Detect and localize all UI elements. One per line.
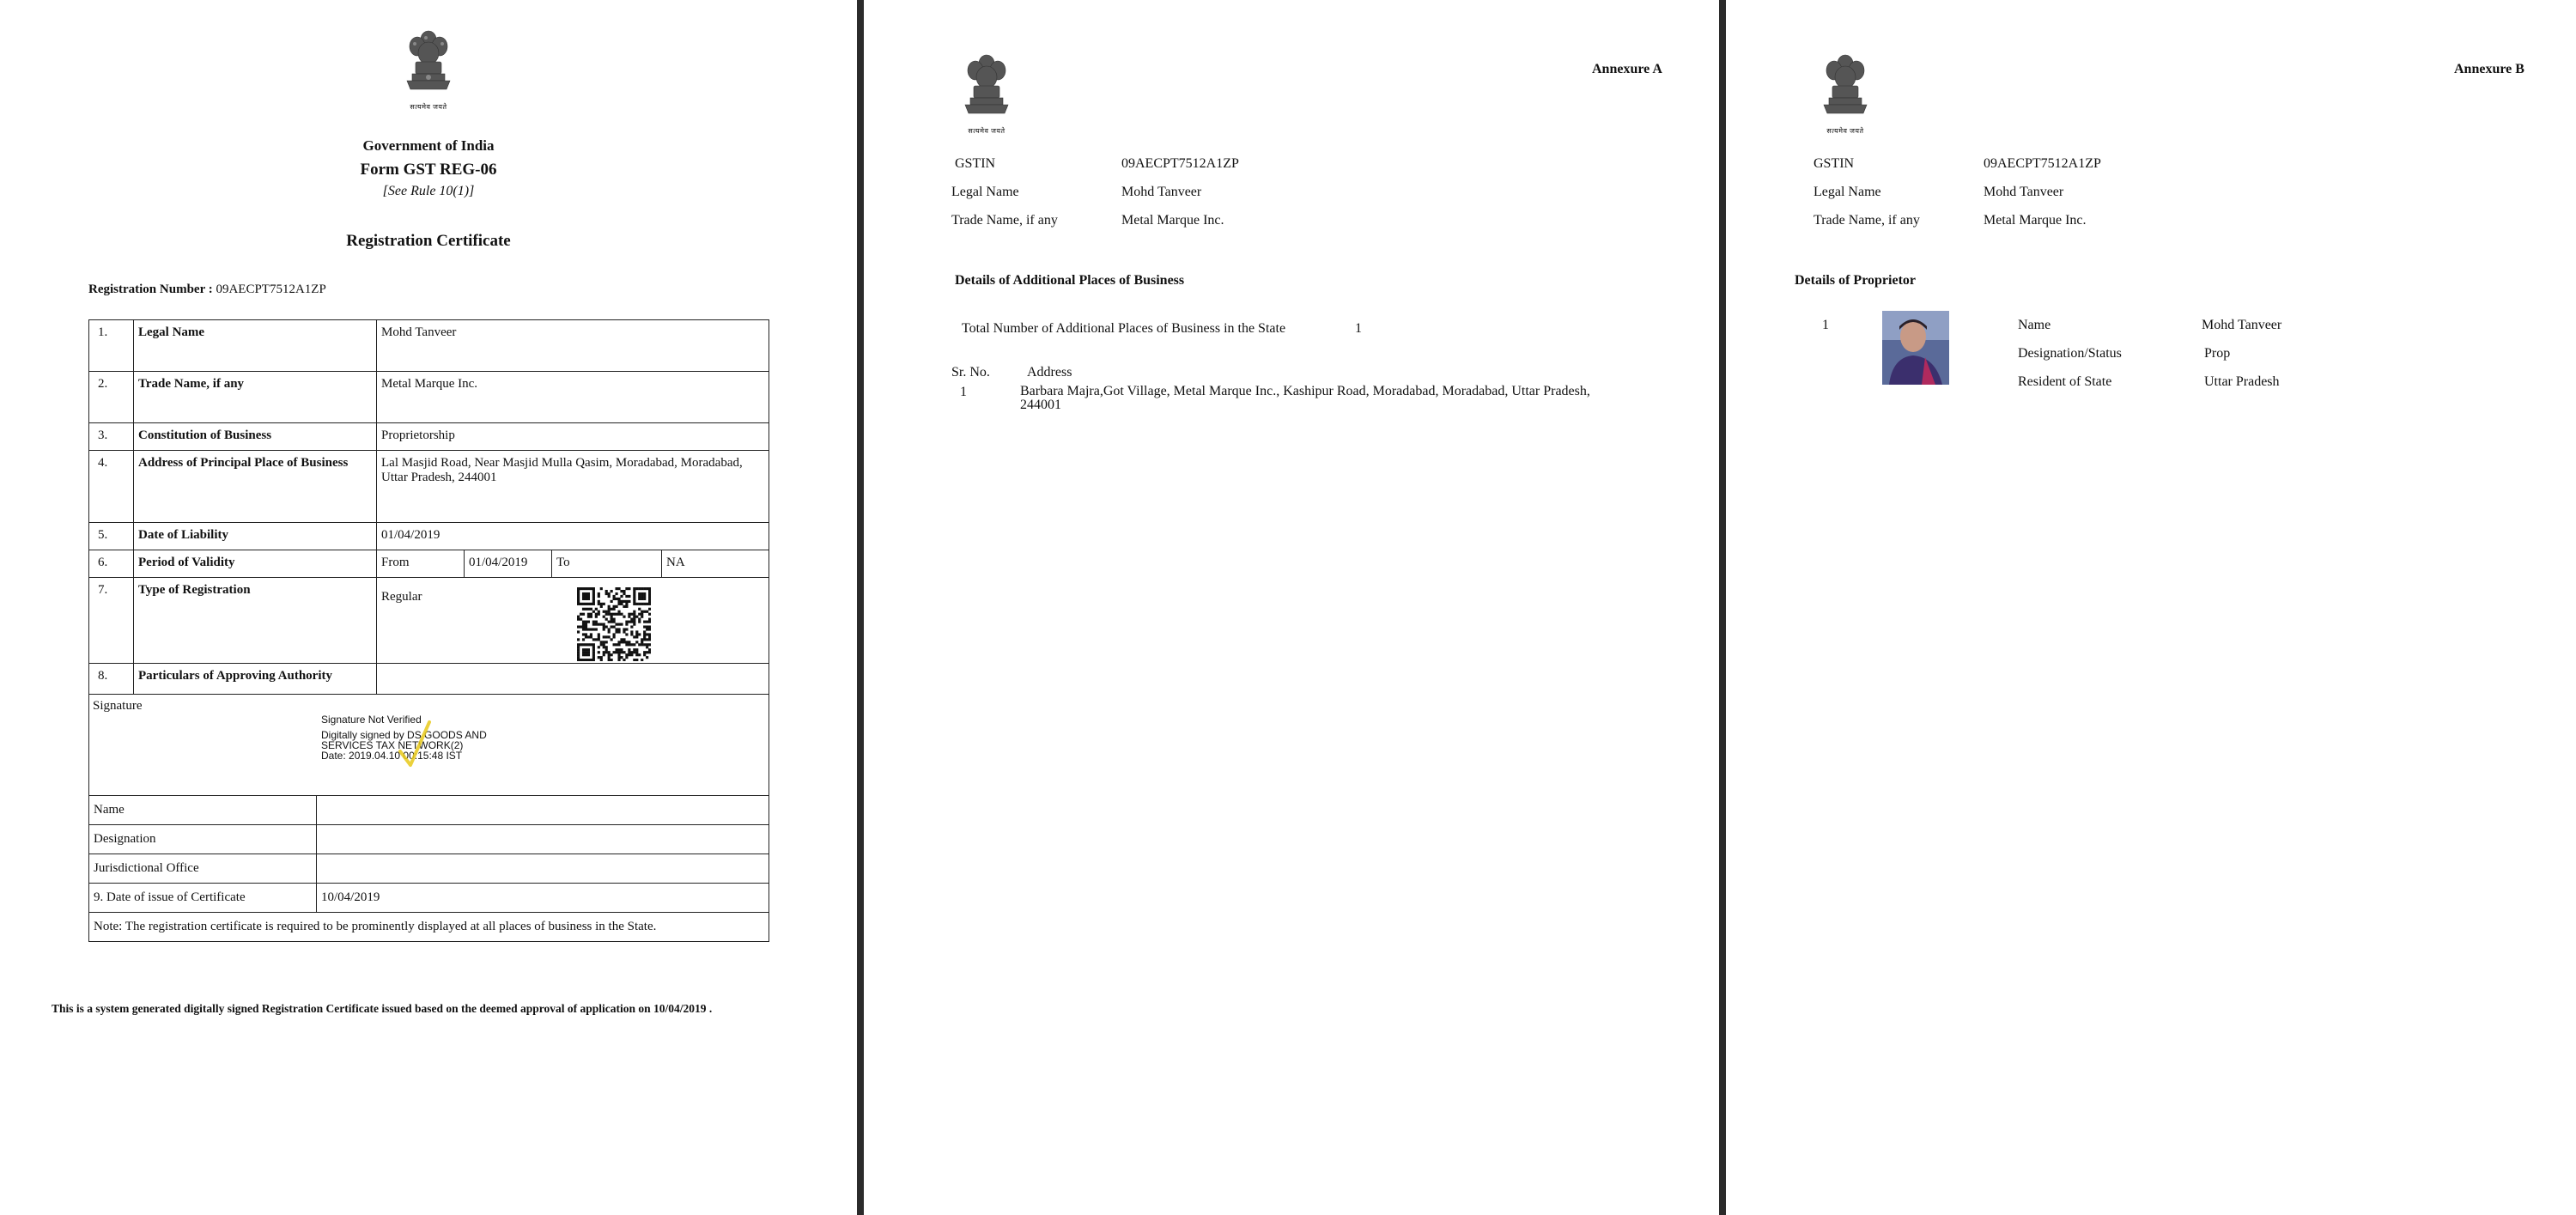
place-sr-no: 1 [960,385,967,399]
validity-to-label: To [552,550,662,578]
validity-to-value: NA [662,550,769,578]
validity-label: Period of Validity [134,550,377,578]
table-row [89,825,769,854]
page-annexure-b [1726,0,2576,1215]
section-title: Details of Proprietor [1795,273,1916,288]
address-line: 244001 [1020,398,1061,412]
place-address [1020,385,1590,412]
resident-value: Uttar Pradesh [2204,374,2280,389]
trade-name-label: Trade Name, if any [134,372,377,423]
row-number: 8. [89,664,134,695]
table-row [89,523,769,550]
constitution-value: Proprietorship [377,423,769,451]
gstin-value: 09AECPT7512A1ZP [1121,156,1239,171]
legal-name-label: Legal Name [1814,185,1881,199]
total-places-label: Total Number of Additional Places of Business in the State [962,321,1286,336]
address-header: Address [1027,365,1072,380]
government-heading: Government of India [362,137,495,154]
signature-status: Signature Not Verified [321,714,422,726]
registration-number-value: 09AECPT7512A1ZP [216,282,326,296]
page-registration-certificate [0,0,857,1215]
address-value: Lal Masjid Road, Near Masjid Mulla Qasim, Moradabad, Moradabad, Uttar Pradesh, 244001 [377,451,769,523]
registration-number-label: Registration Number : [88,282,213,296]
sr-no-header: Sr. No. [951,365,990,380]
table-row [89,913,769,942]
proprietor-name-label: Name [2018,318,2051,332]
table-row [89,550,769,578]
display-note: Note: The registration certificate is required to be prominently displayed at all places of business in the State. [89,913,769,942]
table-row [89,578,769,664]
qr-code-icon [577,587,651,665]
proprietor-name-value: Mohd Tanveer [2202,318,2282,332]
registration-number [88,282,326,297]
legal-name-label: Legal Name [951,185,1019,199]
legal-name-value: Mohd Tanveer [1121,185,1202,199]
jurisdiction-label: Jurisdictional Office [89,854,317,884]
approving-authority-value [377,664,769,695]
signature-label: Signature [93,699,143,713]
table-row [89,320,769,372]
designation-label: Designation/Status [2018,346,2122,361]
liability-date-value: 01/04/2019 [377,523,769,550]
signature-line: SERVICES TAX NETWORK(2) [321,739,464,751]
authority-details-table [88,795,769,942]
validity-from-label: From [377,550,465,578]
signature-box [88,694,769,796]
certificate-title: Registration Certificate [346,232,511,250]
row-number: 1. [89,320,134,372]
annexure-label: Annexure A [1592,62,1662,76]
row-number: 5. [89,523,134,550]
registration-type-value: Regular [377,578,769,664]
address-label: Address of Principal Place of Business [134,451,377,523]
rule-reference: [See Rule 10(1)] [382,184,475,198]
proprietor-photo [1882,311,1949,385]
jurisdiction-value [317,854,769,884]
name-value [317,796,769,825]
table-row [89,664,769,695]
total-places-value: 1 [1355,321,1362,336]
row-number: 3. [89,423,134,451]
qr-code-graphic [577,587,651,661]
liability-date-label: Date of Liability [134,523,377,550]
issue-date-label: 9. Date of issue of Certificate [89,884,317,913]
trade-name-value: Metal Marque Inc. [377,372,769,423]
registration-type-label: Type of Registration [134,578,377,664]
legal-name-label: Legal Name [134,320,377,372]
emblem-motto: सत्यमेव जयते [968,127,1005,135]
gstin-label: GSTIN [955,156,996,171]
address-line: Barbara Majra,Got Village, Metal Marque Inc., Kashipur Road, Moradabad, Moradabad, Uttar Pradesh, [1020,384,1590,398]
row-number: 4. [89,451,134,523]
constitution-label: Constitution of Business [134,423,377,451]
gstin-value: 09AECPT7512A1ZP [1984,156,2101,171]
emblem-of-india-icon [402,24,455,112]
trade-name-label: Trade Name, if any [1814,213,1920,228]
validity-from-value: 01/04/2019 [465,550,552,578]
name-label: Name [89,796,317,825]
legal-name-value: Mohd Tanveer [377,320,769,372]
registration-details-table [88,319,769,695]
page-annexure-a [864,0,1719,1215]
section-title: Details of Additional Places of Business [955,273,1185,288]
row-number: 7. [89,578,134,664]
table-row [89,796,769,825]
table-row [89,884,769,913]
issue-date-value: 10/04/2019 [317,884,769,913]
annexure-label: Annexure B [2454,62,2524,76]
signature-line: Date: 2019.04.10 00:15:48 IST [321,750,463,762]
emblem-of-india-icon [960,48,1013,136]
trade-name-value: Metal Marque Inc. [1121,213,1224,228]
table-row [89,451,769,523]
approving-authority-label: Particulars of Approving Authority [134,664,377,695]
table-row [89,423,769,451]
trade-name-label: Trade Name, if any [951,213,1058,228]
row-number: 2. [89,372,134,423]
table-row [89,854,769,884]
legal-name-value: Mohd Tanveer [1984,185,2064,199]
system-generated-footer: This is a system generated digitally signed Registration Certificate issued based on the deemed approval of application on 10/04/2019 . [52,1002,713,1015]
emblem-of-india-icon [1819,48,1872,136]
emblem-motto: सत्यमेव जयते [1826,127,1864,135]
designation-label: Designation [89,825,317,854]
gstin-label: GSTIN [1814,156,1855,171]
emblem-motto: सत्यमेव जयते [410,103,447,111]
table-row [89,372,769,423]
designation-value: Prop [2204,346,2231,361]
proprietor-sr-no: 1 [1822,318,1829,332]
row-number: 6. [89,550,134,578]
designation-value [317,825,769,854]
signature-line: Digitally signed by DS GOODS AND [321,729,487,741]
signature-check-icon [398,719,433,768]
trade-name-value: Metal Marque Inc. [1984,213,2087,228]
person-photo-icon [1882,311,1949,385]
resident-label: Resident of State [2018,374,2112,389]
form-title: Form GST REG-06 [360,161,497,179]
